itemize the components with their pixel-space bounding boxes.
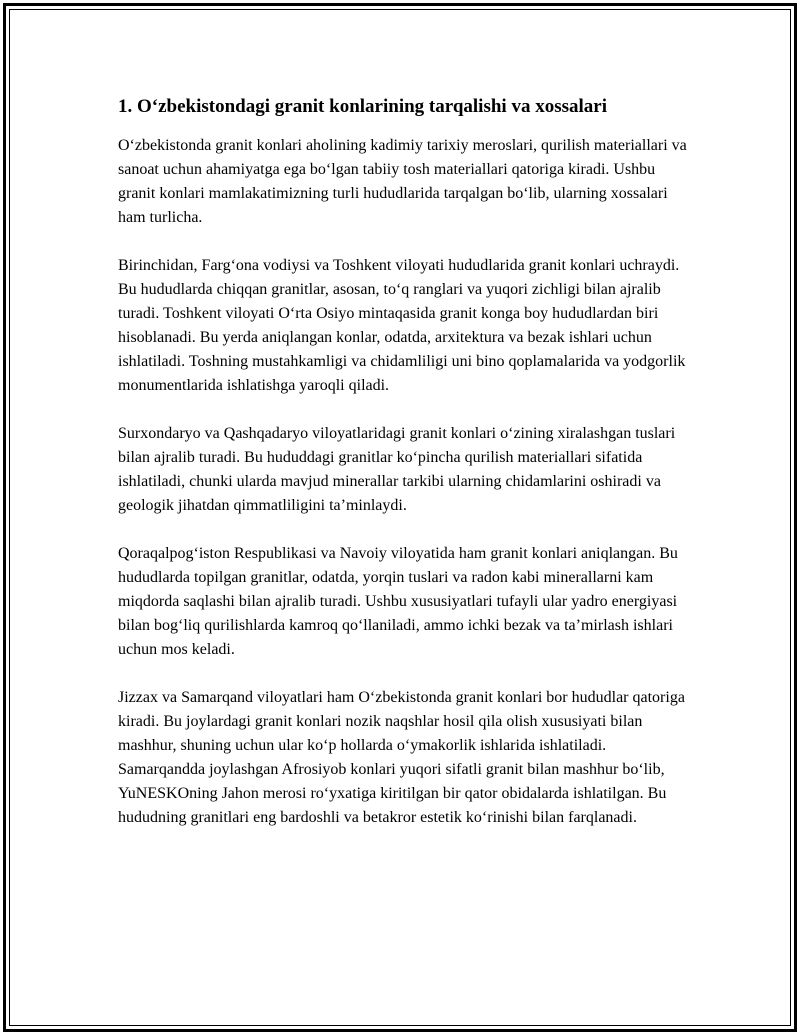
paragraph-surkhandarya-kashkadarya: Surxondaryo va Qashqadaryo viloyatlaridagi granit konlari o‘zining xiralashgan tuslari bilan ajralib turadi. Bu hududdagi granitlar ko‘pincha qurilish materiallari sifatida ishlatiladi, chunki ularda mavjud minerallar tarkibi ularning chidamlarini oshiradi va geologik jihatdan qimmatliligini ta’minlaydi. (118, 425, 676, 514)
document-body (118, 94, 688, 854)
paragraph-fergana-tashkent: Birinchidan, Farg‘ona vodiysi va Toshkent viloyati hududlarida granit konlari uchraydi. Bu hududlarda chiqqan granitlar, asosan, to‘q ranglari va yuqori zichligi bilan ajralib turadi. Toshkent viloyati O‘rta Osiyo mintaqasida granit konga boy hududlardan biri hisoblanadi. Bu yerda aniqlangan konlar, odatda, arxitektura va bezak ishlari uchun ishlatiladi. Toshning mustahkamligi va chidamliligi uni bino qoplamalarida va yodgorlik monumentlarida ishlatishga yaroqli qiladi. (118, 257, 686, 394)
section-heading: 1. O‘zbekistondagi granit konlarining tarqalishi va xossalari (118, 96, 607, 117)
paragraph-jizzakh-samarkand: Jizzax va Samarqand viloyatlari ham O‘zbekistonda granit konlari bor hududlar qatoriga kiradi. Bu joylardagi granit konlari nozik naqshlar hosil qila olish xususiyati bilan mashhur, shuning uchun ular ko‘p hollarda o‘ymakorlik ishlarida ishlatiladi. Samarqandda joylashgan Afrosiyob konlari yuqori sifatli granit bilan mashhur bo‘lib, YuNESKOning Jahon merosi ro‘yxatiga kiritilgan bir qator obidalarda ishlatilgan. Bu hududning granitlari eng bardoshli va betakror estetik ko‘rinishi bilan farqlanadi. (118, 689, 685, 826)
paragraph-karakalpakstan-navoi: Qoraqalpog‘iston Respublikasi va Navoiy viloyatida ham granit konlari aniqlangan. Bu hududlarda topilgan granitlar, odatda, yorqin tuslari va radon kabi minerallarni kam miqdorda saqlashi bilan ajralib turadi. Ushbu xususiyatlari tufayli ular yadro energiyasi bilan bog‘liq qurilishlarda kamroq qo‘llaniladi, ammo ichki bezak va ta’mirlash ishlari uchun mos keladi. (118, 545, 678, 658)
paragraph-intro: O‘zbekistonda granit konlari aholining kadimiy tarixiy meroslari, qurilish materiallari va sanoat uchun ahamiyatga ega bo‘lgan tabiiy tosh materiallari qatoriga kiradi. Ushbu granit konlari mamlakatimizning turli hududlarida tarqalgan bo‘lib, ularning xossalari ham turlicha. (118, 137, 687, 226)
